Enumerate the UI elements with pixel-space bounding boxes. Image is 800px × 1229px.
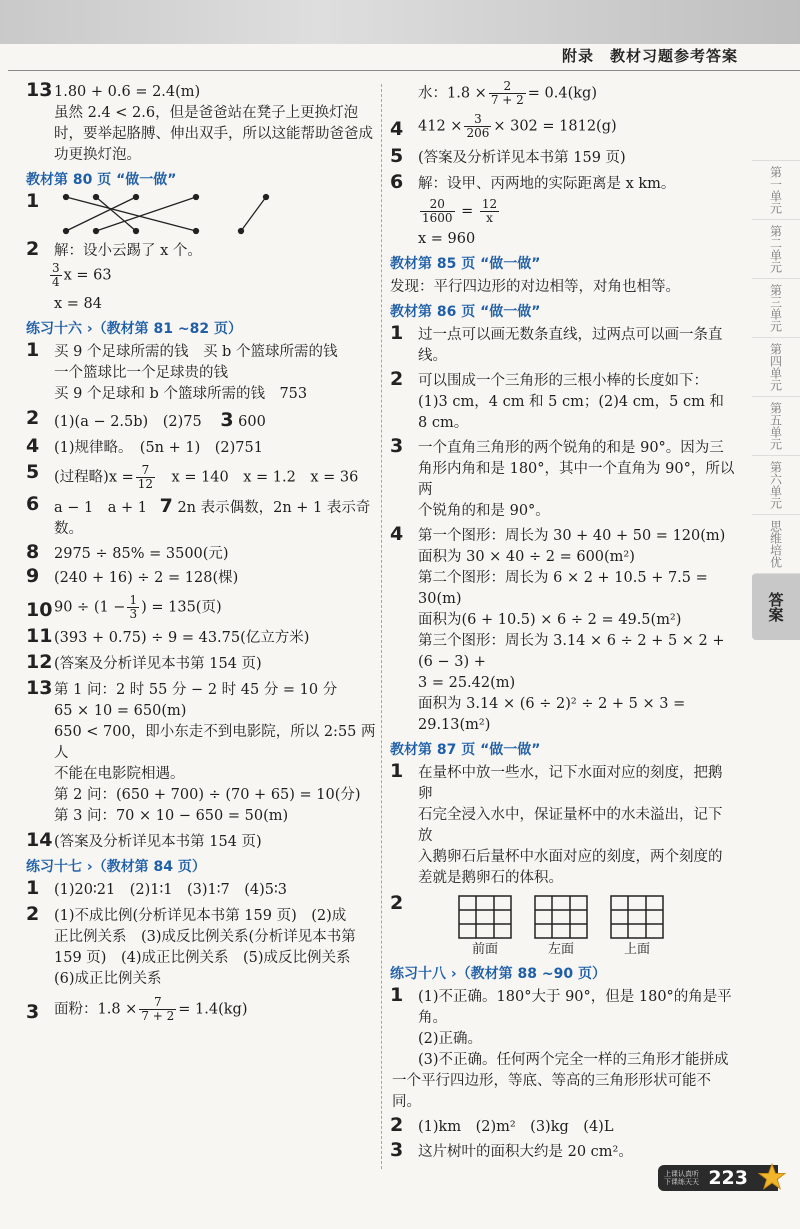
fraction: $\frac{2}{7 + 2}$ [490, 79, 524, 107]
answer-line: 第三个图形：周长为 3.14 × 6 ÷ 2 + 5 × 2 + (6 − 3) + [418, 633, 725, 670]
answer-text: a − 1 a + 1 [54, 500, 147, 516]
answer-line: 1.80 + 0.6 = 2.4(m) [54, 84, 201, 100]
exercise-18-1 [390, 984, 735, 1113]
answer-line: 虽然 2.4 < 2.6，但是爸爸站在凳子上更换灯泡 [54, 105, 359, 121]
answer-line: (3)不正确。任何两个完全一样的三角形才能拼成 [418, 1052, 729, 1068]
answer-line: 650 < 700，即小东走不到电影院，所以 2:55 两人 [54, 724, 376, 761]
exercise-16-12 [26, 651, 376, 675]
answer-line: 解：设甲、丙两地的实际距离是 x km。 [418, 176, 676, 192]
exercise-17-1 [26, 877, 376, 901]
exercise-16-14 [26, 829, 376, 853]
top-view [610, 895, 664, 960]
answer-line: x = 960 [418, 231, 476, 247]
answer-line: 角形内角和是 180°，其中一个直角为 90°，所以两 [418, 461, 735, 498]
fraction: $\frac{7}{12}$ [137, 463, 154, 491]
answer-line: (1)3 cm，4 cm 和 5 cm；(2)4 cm，5 cm 和 8 cm。 [418, 394, 724, 431]
answer-line: 发现：平行四边形的对边相等，对角也相等。 [390, 279, 680, 295]
question-number: 5 [26, 461, 40, 483]
exercise-16-9 [26, 565, 376, 589]
unit-tabs [752, 160, 800, 640]
exercise-18-2 [390, 1114, 735, 1138]
exercise-16-2-3 [26, 407, 376, 433]
section-heading: 教材第 86 页 “做一做” [390, 304, 541, 320]
star-icon [758, 1163, 786, 1191]
exercise-17-3: 3 面粉：1.8 × $\frac{7}{7 + 2}$ = 1.4(kg) [26, 995, 248, 1023]
header-title: 附录 教材习题参考答案 [561, 47, 738, 65]
question-number: 4 [26, 435, 40, 457]
answer-p80-1 [26, 190, 376, 241]
slogan: 上课认真听 下课练天天 [664, 1170, 699, 1186]
answer-line: 个锐角的和是 90°。 [418, 503, 550, 519]
question-number: 1 [390, 322, 404, 344]
question-number: 3 [220, 409, 234, 431]
answer-line: 面积为 30 × 40 ÷ 2 = 600(m²) [418, 549, 635, 565]
answer-line: 正比例关系 (3)成反比例关系(分析详见本书第 [54, 929, 356, 945]
question-number: 6 [390, 171, 404, 193]
answer-text: (1)规律略。 (5n + 1) (2)751 [54, 440, 263, 456]
answer-text: (1)20∶21 (2)1∶1 (3)1∶7 (4)5∶3 [54, 882, 288, 898]
question-number: 1 [26, 190, 40, 212]
answer-line: (1)不正确。180°大于 90°，但是 180°的角是平角。 [418, 989, 732, 1026]
question-number: 2 [26, 903, 40, 925]
exercise-16-8 [26, 541, 376, 565]
question-number: 2 [390, 892, 404, 914]
answer-line: 第 3 问：70 × 10 − 650 = 50(m) [54, 808, 289, 824]
tab-thinking[interactable]: 思维培优 [752, 514, 800, 573]
exercise-16-10: 10 90 ÷ (1 − $\frac{1}{3}$ ) = 135(页) [26, 593, 222, 621]
fraction: $\frac{3}{206}$ [466, 112, 490, 140]
question-number: 3 [26, 1001, 40, 1023]
question-number: 1 [390, 984, 404, 1006]
answer-line: 一个直角三角形的两个锐角的和是 90°。因为三 [418, 440, 724, 456]
exercise-16-6-7 [26, 493, 376, 540]
section-heading: 教材第 85 页 “做一做” [390, 256, 541, 272]
tab-unit-2[interactable]: 第二单元 [752, 219, 800, 278]
answer-line: 一个篮球比一个足球贵的钱 [54, 365, 228, 381]
question-number: 2 [390, 368, 404, 390]
answer-13 [26, 79, 376, 166]
answer-line: 一个平行四边形，等底、等高的三角形形状可能不同。 [392, 1073, 711, 1110]
exercise-18-3 [390, 1139, 735, 1163]
answer-line: 差就是鹅卵石的体积。 [418, 870, 563, 886]
question-number: 3 [390, 435, 404, 457]
exercise-17-4: 4 412 × $\frac{3}{206}$ × 302 = 1812(g) [390, 112, 617, 140]
section-heading: 教材第 87 页 “做一做” [390, 742, 541, 758]
exercise-16-11 [26, 625, 376, 649]
question-number: 12 [26, 651, 53, 673]
tab-answers[interactable]: 答案 [752, 573, 800, 640]
page-number-badge [658, 1165, 778, 1191]
p86-4 [390, 523, 735, 736]
answer-line: 第二个图形：周长为 6 × 2 + 10.5 + 7.5 = 30(m) [418, 570, 708, 607]
exercise-16-5: 5 (过程略)x = $\frac{7}{12}$ x = 140 x = 1.2 x = 36 [26, 461, 359, 491]
answer-line: 3 = 25.42(m) [418, 675, 516, 691]
answer-line: 解：设小云踢了 x 个。 [54, 243, 202, 259]
left-view [534, 895, 588, 960]
top-banner [0, 0, 800, 44]
answer-text: (1)(a − 2.5b) (2)75 [54, 414, 202, 430]
right-column [390, 79, 735, 1163]
tab-unit-6[interactable]: 第六单元 [752, 455, 800, 514]
answer-line: 功更换灯泡。 [54, 147, 141, 163]
answer-p80-2 [26, 238, 376, 315]
tab-unit-4[interactable]: 第四单元 [752, 337, 800, 396]
fraction: $\frac{7}{7 + 2}$ [141, 995, 175, 1023]
equation-line: $\frac{20}{1600}$ = $\frac{12}{x}$ [422, 197, 498, 225]
view-label: 上面 [623, 942, 650, 957]
answer-line: x = 84 [54, 296, 102, 312]
answer-line: 在量杯中放一些水，记下水面对应的刻度，把鹅卵 [418, 765, 723, 802]
tab-unit-1[interactable]: 第一单元 [752, 160, 800, 219]
answer-line: 入鹅卵石后量杯中水面对应的刻度，两个刻度的 [418, 849, 723, 865]
question-number: 7 [159, 495, 173, 517]
answer-text: (答案及分析详见本书第 154 页) [54, 834, 262, 850]
view-label: 前面 [471, 942, 498, 957]
tab-unit-3[interactable]: 第三单元 [752, 278, 800, 337]
answer-text: 这片树叶的面积大约是 20 cm²。 [418, 1144, 633, 1160]
question-number: 5 [390, 145, 404, 167]
section-heading: 练习十七 ›（教材第 84 页） [26, 859, 206, 875]
answer-line: 买 9 个足球和 b 个篮球所需的钱 753 [54, 386, 308, 402]
answer-line: 时，要举起胳膊、伸出双手，所以这能帮助爸爸成 [54, 126, 373, 142]
answer-line: (6)成正比例关系 [54, 971, 162, 987]
p87-2 [390, 892, 735, 960]
exercise-17-5 [390, 145, 735, 169]
answer-text: (答案及分析详见本书第 154 页) [54, 656, 262, 672]
answer-line: 65 × 10 = 650(m) [54, 703, 187, 719]
answer-line: (2)正确。 [418, 1031, 483, 1047]
section-heading: 教材第 80 页 “做一做” [26, 172, 177, 188]
header-rule [8, 70, 800, 71]
page-header [0, 44, 800, 70]
question-number: 1 [26, 339, 40, 361]
question-number: 13 [26, 677, 53, 699]
question-number: 2 [26, 238, 40, 260]
answer-text: (答案及分析详见本书第 159 页) [418, 150, 626, 166]
page-number: 223 [708, 1167, 748, 1189]
answer-text: (1)km (2)m² (3)kg (4)L [418, 1119, 614, 1135]
question-number: 13 [26, 79, 53, 101]
question-number: 4 [390, 118, 404, 140]
answer-text: 2975 ÷ 85% = 3500(元) [54, 546, 229, 562]
answer-line: 第 1 问：2 时 55 分 − 2 时 45 分 = 10 分 [54, 682, 338, 698]
front-view [458, 895, 512, 960]
answer-text: (393 + 0.75) ÷ 9 = 43.75(亿立方米) [54, 630, 310, 646]
answer-text: 2n 表示偶数，2n + 1 表示奇数。 [54, 500, 371, 537]
exercise-16-4 [26, 435, 376, 459]
p87-1 [390, 760, 735, 889]
p86-2 [390, 368, 735, 434]
section-heading: 练习十八 ›（教材第 88 ~90 页） [390, 966, 606, 982]
exercise-16-13 [26, 677, 376, 827]
answer-line: 可以围成一个三角形的三根小棒的长度如下： [418, 373, 708, 389]
answer-line: 石完全浸入水中，保证量杯中的水未溢出，记下放 [418, 807, 723, 844]
question-number: 1 [26, 877, 40, 899]
exercise-17-2 [26, 903, 376, 990]
p86-1 [390, 322, 735, 367]
view-label: 左面 [547, 942, 574, 957]
question-number: 3 [390, 1139, 404, 1161]
three-views-figure [418, 895, 735, 960]
answer-line: 第 2 问：(650 + 700) ÷ (70 + 65) = 10(分) [54, 787, 361, 803]
equation-line: $\frac{3}{4}$ x = 63 [52, 261, 112, 289]
question-number: 2 [390, 1114, 404, 1136]
question-number: 14 [26, 829, 53, 851]
question-number: 8 [26, 541, 40, 563]
answer-line: 面积为 3.14 × (6 ÷ 2)² ÷ 2 + 5 × 3 = 29.13(m²) [418, 696, 686, 733]
left-column [26, 79, 376, 1023]
answer-text: 过一点可以画无数条直线，过两点可以画一条直线。 [418, 327, 723, 364]
answer-text: 600 [238, 414, 266, 430]
question-number: 1 [390, 760, 404, 782]
question-number: 10 [26, 599, 53, 621]
p86-3 [390, 435, 735, 522]
matching-lines-figure [36, 193, 296, 239]
fraction: $\frac{3}{4}$ [52, 261, 60, 289]
exercise-17-6 [390, 171, 735, 250]
answer-text: (240 + 16) ÷ 2 = 128(棵) [54, 570, 239, 586]
answer-line: 第一个图形：周长为 30 + 40 + 50 = 120(m) [418, 528, 726, 544]
column-divider [381, 84, 382, 1169]
answer-line: 面积为(6 + 10.5) × 6 ÷ 2 = 49.5(m²) [418, 612, 682, 628]
section-heading: 练习十六 ›（教材第 81 ~82 页） [26, 321, 242, 337]
question-number: 9 [26, 565, 40, 587]
answer-line: 买 9 个足球所需的钱 买 b 个篮球所需的钱 [54, 344, 338, 360]
fraction: $\frac{12}{x}$ [481, 197, 498, 225]
question-number: 11 [26, 625, 53, 647]
answer-line: 不能在电影院相遇。 [54, 766, 185, 782]
answer-water: 水：1.8 × $\frac{2}{7 + 2}$ = 0.4(kg) [418, 79, 597, 107]
fraction: $\frac{1}{3}$ [129, 593, 138, 621]
answer-line: (1)不成比例(分析详见本书第 159 页) (2)成 [54, 908, 347, 924]
fraction: $\frac{20}{1600}$ [422, 197, 453, 225]
question-number: 4 [390, 523, 404, 545]
question-number: 2 [26, 407, 40, 429]
tab-unit-5[interactable]: 第五单元 [752, 396, 800, 455]
exercise-16-1 [26, 339, 376, 405]
question-number: 6 [26, 493, 40, 515]
answer-line: 159 页) (4)成正比例关系 (5)成反比例关系 [54, 950, 351, 966]
